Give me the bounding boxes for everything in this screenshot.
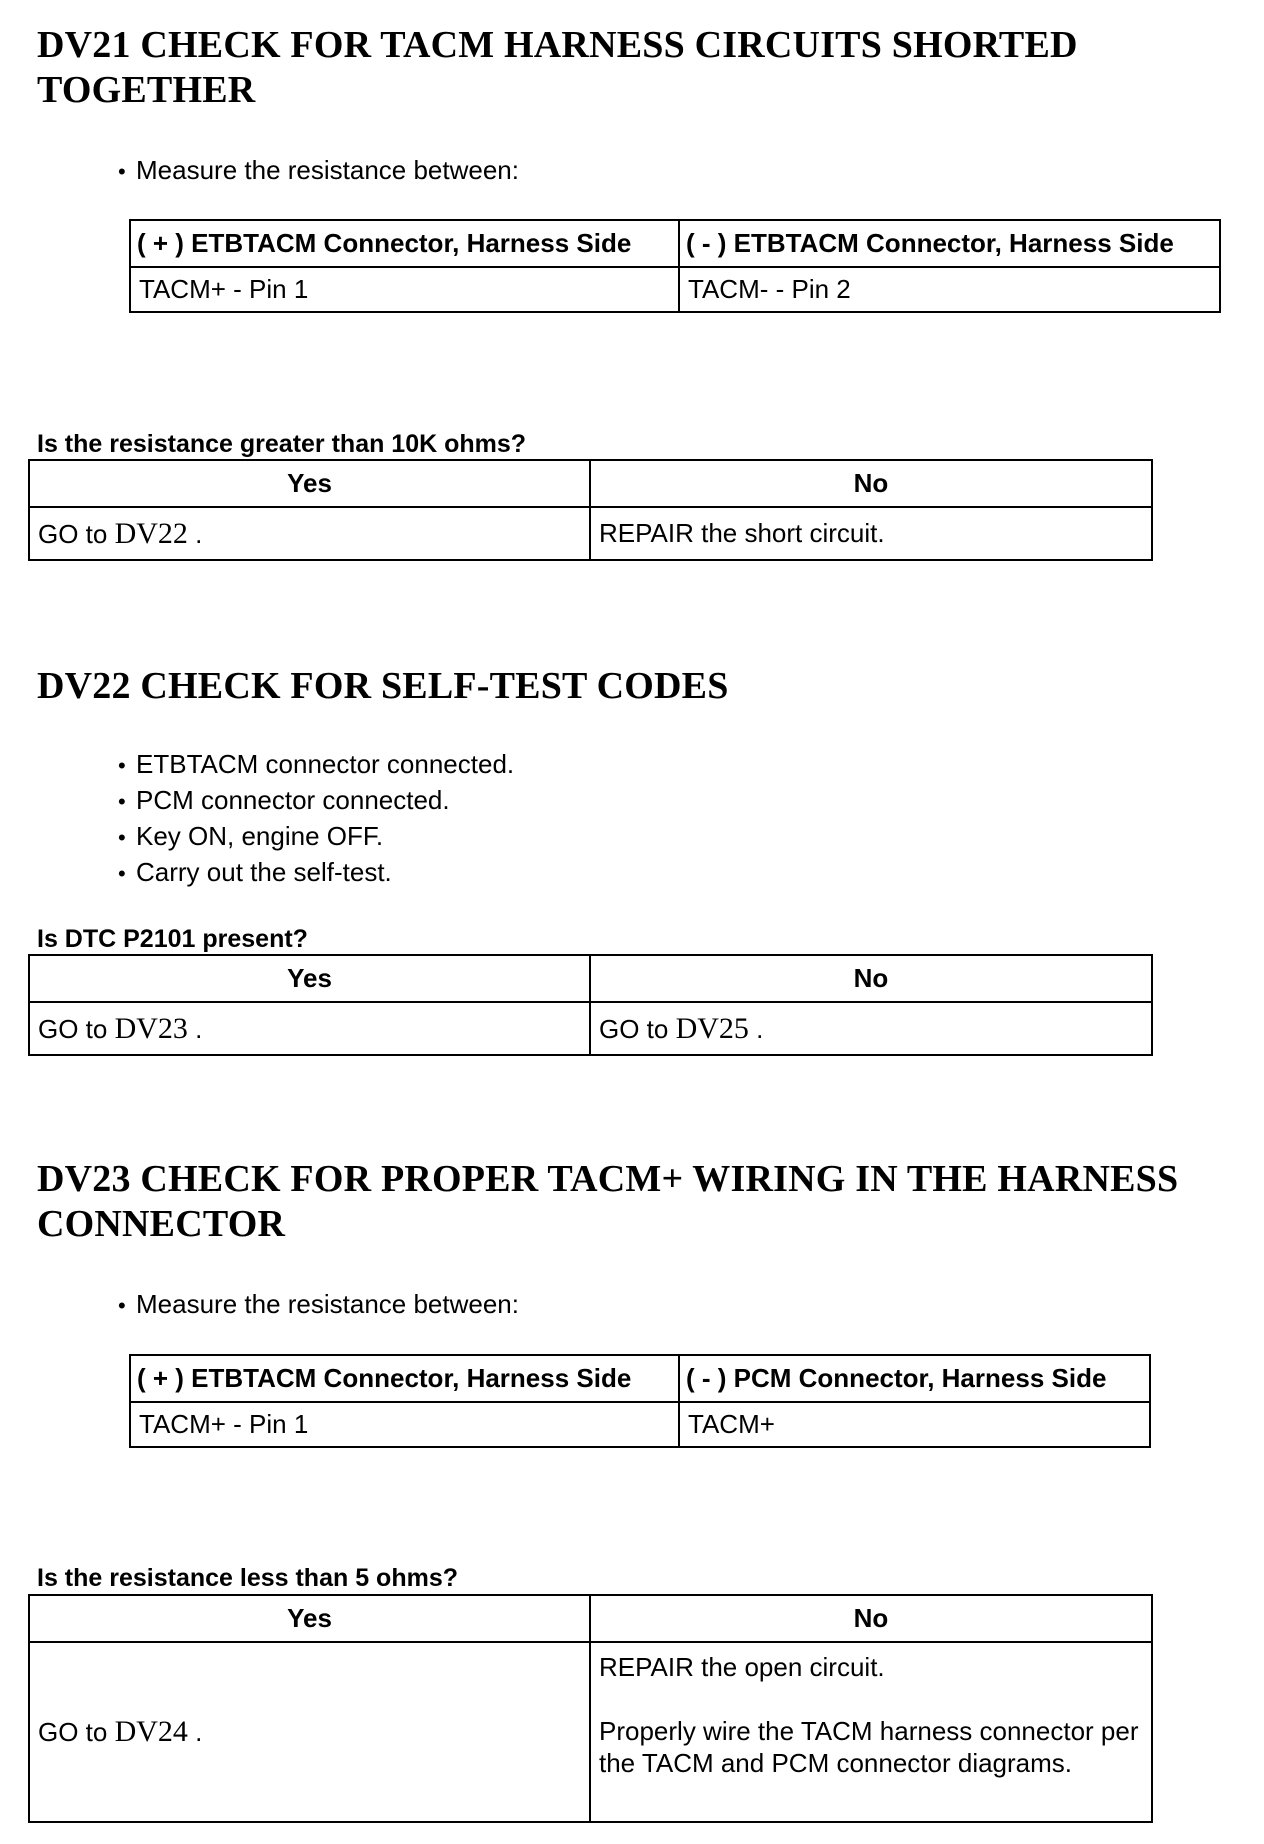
table-row: [29, 1002, 1152, 1055]
no-header: No: [590, 460, 1152, 507]
list-item: • PCM connector connected.: [118, 783, 514, 819]
table-header-cell: ( - ) PCM Connector, Harness Side: [679, 1355, 1150, 1402]
dv22-result-table: [28, 954, 1153, 1056]
table-header-row: [130, 1355, 1150, 1402]
dv23-link[interactable]: DV23: [114, 1011, 188, 1045]
table-cell: TACM+ - Pin 1: [130, 267, 679, 312]
yes-prefix: GO to: [38, 1717, 115, 1747]
list-item: • Carry out the self-test.: [118, 855, 514, 891]
yes-suffix: .: [187, 1013, 203, 1044]
list-item: • Measure the resistance between:: [118, 153, 519, 189]
yes-cell: [29, 1002, 590, 1055]
dv23-bullet-list: [118, 1287, 519, 1323]
dv21-bullet-list: [118, 153, 519, 189]
table-header-cell: ( + ) ETBTACM Connector, Harness Side: [130, 220, 679, 267]
table-row: [130, 1402, 1150, 1447]
list-item: • ETBTACM connector connected.: [118, 747, 514, 783]
table-header-row: [130, 220, 1220, 267]
table-header-row: [29, 460, 1152, 507]
table-header-cell: ( - ) ETBTACM Connector, Harness Side: [679, 220, 1220, 267]
table-cell: TACM+ - Pin 1: [130, 1402, 679, 1447]
no-cell: REPAIR the short circuit.: [590, 507, 1152, 560]
dv21-question: Is the resistance greater than 10K ohms?: [37, 430, 527, 458]
yes-header: Yes: [29, 1595, 590, 1642]
dv22-bullet-list: [118, 747, 514, 891]
dv23-result-table: [28, 1594, 1153, 1823]
yes-cell: [29, 507, 590, 560]
yes-suffix: .: [187, 1717, 203, 1747]
table-row: [29, 507, 1152, 560]
dv21-heading: DV21 CHECK FOR TACM HARNESS CIRCUITS SHORTED TOGETHER: [37, 24, 1078, 111]
dv23-heading: DV23 CHECK FOR PROPER TACM+ WIRING IN THE HARNESS CONNECTOR: [37, 1158, 1179, 1245]
dv24-link[interactable]: DV24: [114, 1715, 188, 1748]
table-header-row: [29, 955, 1152, 1002]
dv23-measure-table: [129, 1354, 1151, 1448]
no-line-repair: REPAIR the open circuit.: [599, 1652, 885, 1682]
table-row: [130, 267, 1220, 312]
table-cell: TACM- - Pin 2: [679, 267, 1220, 312]
dv22-question: Is DTC P2101 present?: [37, 925, 308, 953]
dv21-result-table: [28, 459, 1153, 561]
dv25-link[interactable]: DV25: [675, 1011, 749, 1045]
no-cell: [590, 1642, 1152, 1822]
dv22-heading: DV22 CHECK FOR SELF-TEST CODES: [37, 665, 729, 707]
no-line-wiring: Properly wire the TACM harness connector per the TACM and PCM connector diagrams.: [599, 1716, 1139, 1778]
list-item: • Measure the resistance between:: [118, 1287, 519, 1323]
no-cell: [590, 1002, 1152, 1055]
yes-suffix: .: [187, 518, 203, 549]
no-header: No: [590, 1595, 1152, 1642]
table-header-cell: ( + ) ETBTACM Connector, Harness Side: [130, 1355, 679, 1402]
table-header-row: [29, 1595, 1152, 1642]
no-prefix: GO to: [599, 1013, 676, 1044]
yes-header: Yes: [29, 955, 590, 1002]
table-row: [29, 1642, 1152, 1822]
table-cell: TACM+: [679, 1402, 1150, 1447]
yes-prefix: GO to: [38, 518, 115, 549]
no-header: No: [590, 955, 1152, 1002]
dv22-link[interactable]: DV22: [114, 516, 188, 550]
dv21-measure-table: [129, 219, 1221, 313]
yes-header: Yes: [29, 460, 590, 507]
dv23-question: Is the resistance less than 5 ohms?: [37, 1564, 458, 1592]
no-suffix: .: [748, 1013, 764, 1044]
list-item: • Key ON, engine OFF.: [118, 819, 514, 855]
yes-prefix: GO to: [38, 1013, 115, 1044]
yes-cell: [29, 1642, 590, 1822]
